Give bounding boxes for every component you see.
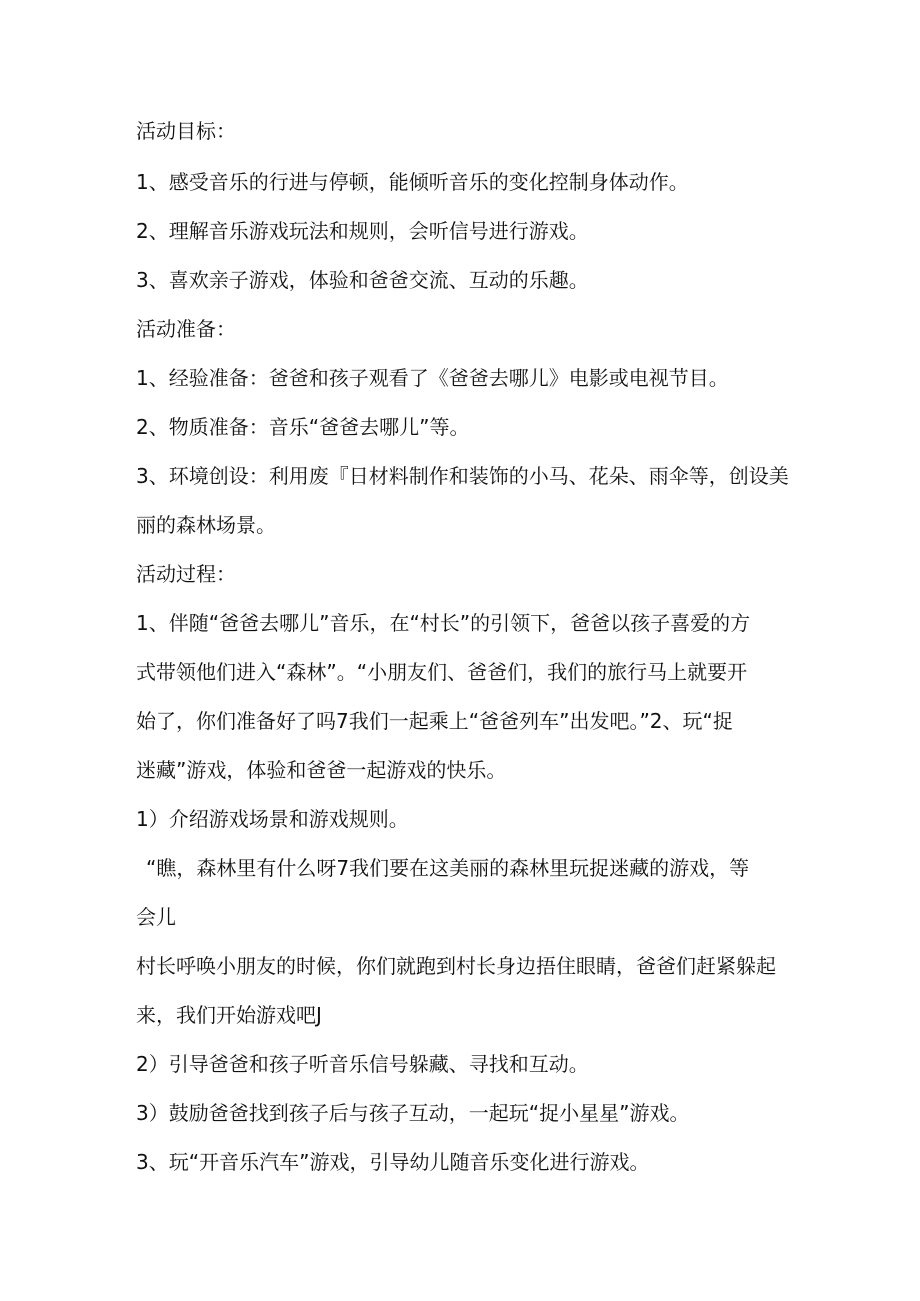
- quote-line-3: 村长呼唤小朋友的时候，你们就跑到村长身边捂住眼睛，爸爸们赶紧躲起: [136, 954, 776, 978]
- process-sub-item-2: 2）引导爸爸和孩子听音乐信号躲藏、寻找和互动。: [136, 1052, 589, 1076]
- preparation-item-2: 2、物质准备：音乐“爸爸去哪儿”等。: [136, 415, 470, 439]
- heading-goals: 活动目标：: [136, 119, 236, 143]
- process-item-3: 3、玩“开音乐汽车”游戏，引导幼儿随音乐变化进行游戏。: [136, 1150, 650, 1174]
- heading-process: 活动过程：: [136, 562, 236, 586]
- goal-item-1: 1、感受音乐的行进与停顿，能倾听音乐的变化控制身体动作。: [136, 170, 689, 194]
- process-sub-item-3: 3）鼓励爸爸找到孩子后与孩子互动，一起玩“捉小星星”游戏。: [136, 1101, 690, 1125]
- preparation-item-1: 1、经验准备：爸爸和孩子观看了《爸爸去哪儿》电影或电视节目。: [136, 366, 729, 390]
- process-paragraph-line-3: 始了，你们准备好了吗7我们一起乘上“爸爸列车”出发吧。”2、玩“捉: [136, 709, 733, 733]
- preparation-item-3-cont: 丽的森林场景。: [136, 513, 276, 537]
- quote-line-1: “瞧，森林里有什么呀7我们要在这美丽的森林里玩捉迷藏的游戏，等: [146, 856, 750, 880]
- heading-preparation: 活动准备：: [136, 317, 236, 341]
- process-paragraph-line-4: 迷藏”游戏，体验和爸爸一起游戏的快乐。: [136, 758, 507, 782]
- preparation-item-3: 3、环境创设：利用废『日材料制作和装饰的小马、花朵、雨伞等，创设美: [136, 464, 789, 488]
- quote-line-2: 会儿: [136, 905, 176, 929]
- goal-item-2: 2、理解音乐游戏玩法和规则，会听信号进行游戏。: [136, 219, 589, 243]
- process-paragraph-line-2: 式带领他们进入“森林”。“小朋友们、爸爸们，我们的旅行马上就要开: [136, 660, 748, 684]
- process-paragraph-line-1: 1、伴随“爸爸去哪儿”音乐，在“村长”的引领下，爸爸以孩子喜爱的方: [136, 611, 751, 635]
- quote-line-4: 来，我们开始游戏吧J: [136, 1003, 322, 1027]
- process-sub-item-1: 1）介绍游戏场景和游戏规则。: [136, 807, 409, 831]
- goal-item-3: 3、喜欢亲子游戏，体验和爸爸交流、互动的乐趣。: [136, 268, 589, 292]
